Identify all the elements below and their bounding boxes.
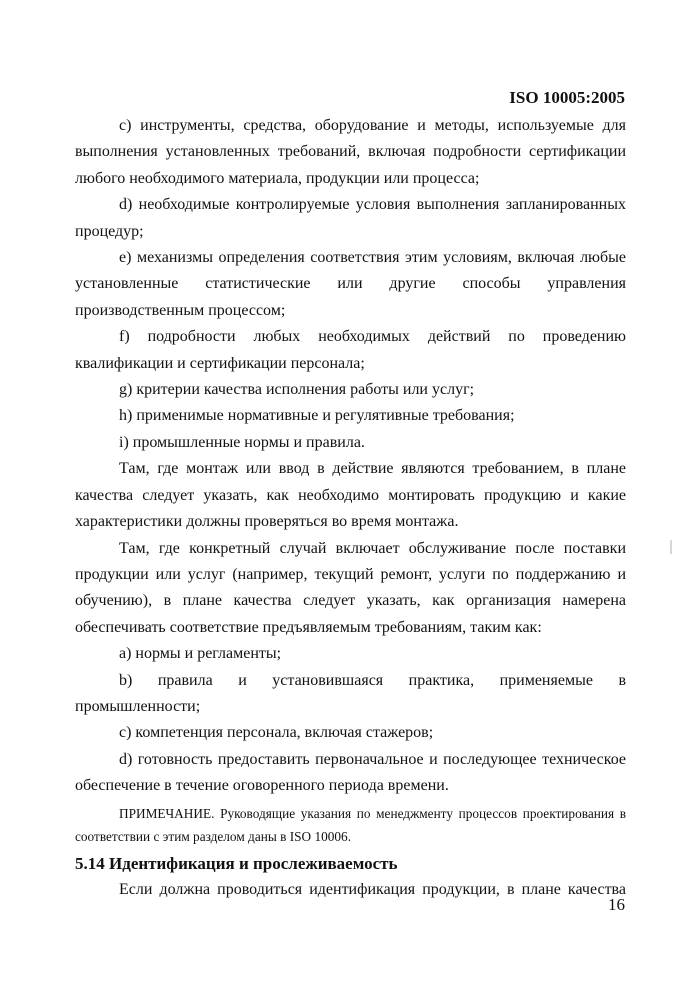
page-body (75, 113, 626, 903)
list-item-f: f) подробности любых необходимых действий по проведению квалификации и сертификации персонала; (75, 328, 626, 372)
section-first-line: Если должна проводиться идентификация продукции, в плане качества (119, 880, 626, 898)
paragraph-montage: Там, где монтаж или ввод в действие являются требованием, в плане качества следует указать, как необходимо монтировать продукцию и какие характеристики должны проверяться во время монтажа. (75, 460, 626, 531)
list-item-e: е) механизмы определения соответствия этим условиям, включая любые установленные статистические или другие способы управления производственным процессом; (75, 249, 626, 319)
section-heading: 5.14 Идентификация и прослеживаемость (75, 853, 398, 873)
list-item-c: с) инструменты, средства, оборудование и методы, используемые для выполнения установленных требований, включая подробности сертификации любого необходимого материала, продукции или процесса; (75, 117, 626, 187)
list-item-d: d) необходимые контролируемые условия выполнения запланированных процедур; (75, 196, 626, 240)
list-item-b: b) правила и установившаяся практика, применяемые в промышленности; (75, 671, 626, 715)
scan-mark (670, 540, 672, 554)
list-item-g: g) критерии качества исполнения работы или услуг; (119, 381, 475, 399)
list-item-a: а) нормы и регламенты; (119, 645, 282, 663)
note: ПРИМЕЧАНИЕ. Руководящие указания по менеджменту процессов проектирования в соответствии с этим разделом даны в ISO 10006. (75, 805, 626, 844)
list-item-i: i) промышленные нормы и правила. (119, 433, 365, 451)
document-id: ISO 10005:2005 (509, 88, 625, 107)
list-item-d2: d) готовность предоставить первоначальное и последующее техническое обеспечение в течение оговоренного периода времени. (75, 750, 626, 795)
page-number: 16 (608, 895, 625, 914)
paragraph-service: Там, где конкретный случай включает обслуживание после поставки продукции или услуг (например, текущий ремонт, услуги по поддержанию и обучению), в плане качества следует указать, как организация намерена обеспечивать соответствие предъявляемым требованиям, таким как: (75, 539, 626, 636)
list-item-h: h) применимые нормативные и регулятивные требования; (119, 407, 515, 425)
list-item-c2: с) компетенция персонала, включая стажеров; (119, 724, 434, 742)
